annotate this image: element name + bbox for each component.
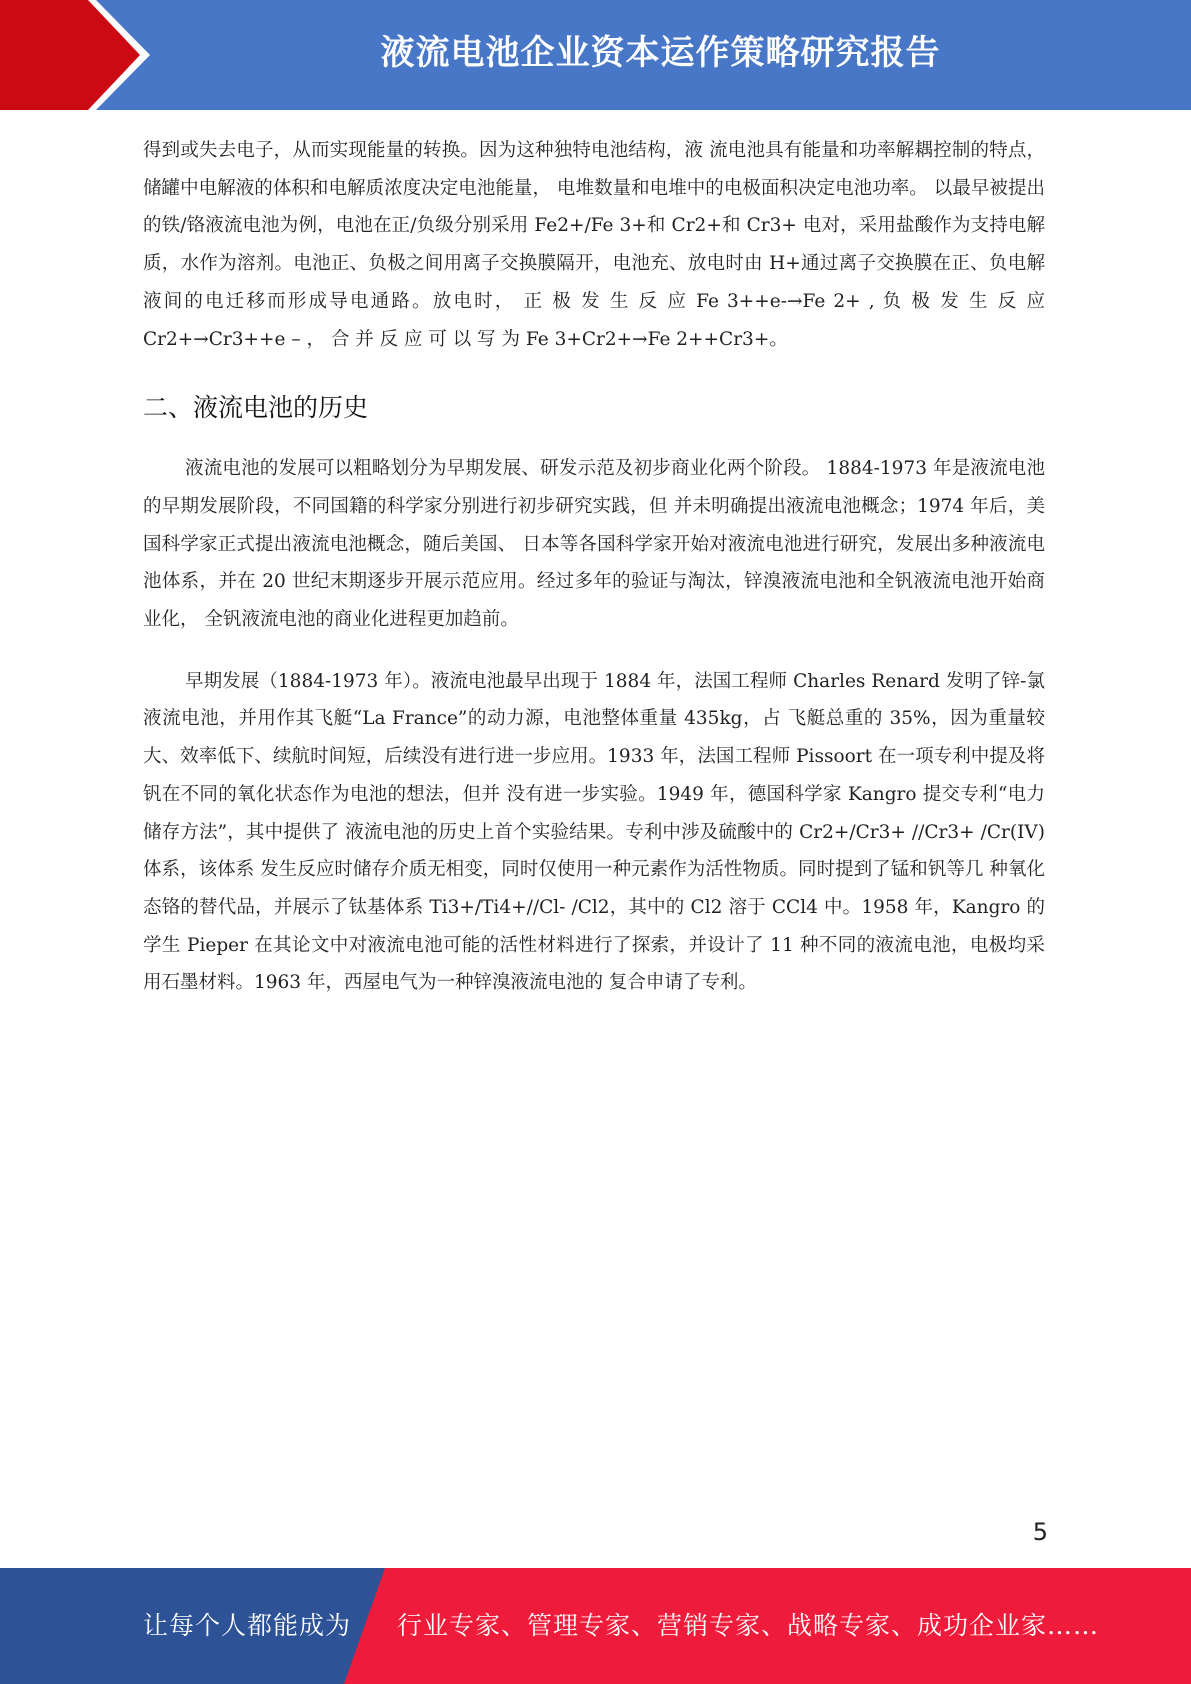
paragraph-gap: [143, 639, 1045, 663]
main-content: [143, 132, 1045, 1002]
report-title: 液流电池企业资本运作策略研究报告: [380, 33, 941, 73]
page-number: 5: [1032, 1518, 1048, 1546]
body-paragraph: 得到或失去电子，从而实现能量的转换。因为这种独特电池结构，液 流电池具有能量和功率解耦控制的特点，储罐中电解液的体积和电解质浓度决定电池能量， 电堆数量和电堆中的电极面积决定电池功率。 以最早被提出的铁/铬液流电池为例，电池在正/负级分别采用 Fe2+/Fe 3+和 Cr2+和 Cr3+ 电对，采用盐酸作为支持电解质，水作为溶剂。电池正、负极之间用离子交换膜隔开，电池充、放电时由 H+通过离子交换膜在正、负电解液间的电迁移而形成导电通路。放电时， 正 极 发 生 反 应 Fe 3++e-→Fe 2+ , 负 极 发 生 反 应 Cr2+→Cr3++e – ， 合 并 反 应 可 以 写 为 Fe 3+Cr2+→Fe 2++Cr3+。: [143, 140, 1045, 350]
page-footer: [0, 1568, 1191, 1684]
section-heading: 二、液流电池的历史: [143, 393, 369, 423]
body-paragraph: 液流电池的发展可以粗略划分为早期发展、研发示范及初步商业化两个阶段。 1884-1973 年是液流电池的早期发展阶段，不同国籍的科学家分别进行初步研究实践，但 并未明确提出液流电池概念；1974 年后，美国科学家正式提出液流电池概念，随后美国、 日本等各国科学家开始对液流电池进行研究，发展出多种液流电池体系，并在 20 世纪末期逐步开展示范应用。经过多年的验证与淘汰，锌溴液流电池和全钒液流电池开始商业化， 全钒液流电池的商业化进程更加趋前。: [143, 458, 1045, 631]
body-paragraph: 早期发展（1884-1973 年）。液流电池最早出现于 1884 年，法国工程师 Charles Renard 发明了锌-氯液流电池，并用作其飞艇“La France”的动力源，电池整体重量 435kg，占 飞艇总重的 35%，因为重量较大、效率低下、续航时间短，后续没有进行进一步应用。1933 年，法国工程师 Pissoort 在一项专利中提及将钒在不同的氧化状态作为电池的想法，但并 没有进一步实验。1949 年，德国科学家 Kangro 提交专利“电力储存方法”，其中提供了 液流电池的历史上首个实验结果。专利中涉及硫酸中的 Cr2+/Cr3+ //Cr3+ /Cr(IV)体系，该体系 发生反应时储存介质无相变，同时仅使用一种元素作为活性物质。同时提到了锰和钒等几 种氧化态铬的替代品，并展示了钛基体系 Ti3+/Ti4+//Cl- /Cl2，其中的 Cl2 溶于 CCl4 中。1958 年，Kangro 的学生 Pieper 在其论文中对液流电池可能的活性材料进行了探索，并设计了 11 种不同的液流电池，电极均采用石墨材料。1963 年，西屋电气为一种锌溴液流电池的 复合申请了专利。: [143, 670, 1045, 994]
footer-slogan-left: 让每个人都能成为: [143, 1611, 352, 1640]
header-chevron-decoration: [0, 0, 160, 110]
page-header: [0, 0, 1191, 110]
footer-slogan-right: 行业专家、管理专家、营销专家、战略专家、成功企业家……: [397, 1611, 1100, 1640]
